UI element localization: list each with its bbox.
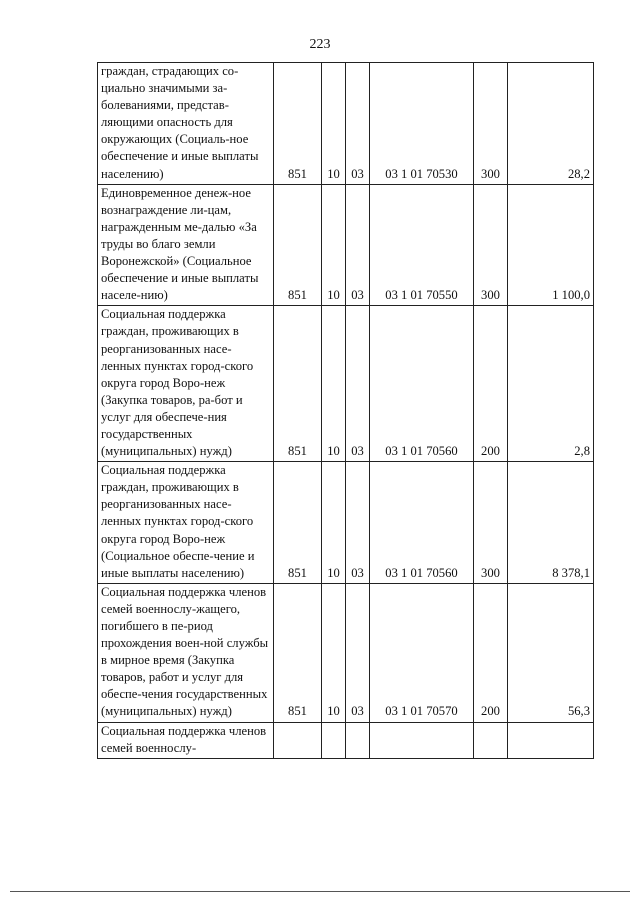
page-number: 223 (309, 37, 331, 52)
subsection-code: 03 (346, 184, 370, 306)
table-row (98, 462, 594, 584)
page-bottom-rule (10, 891, 630, 892)
target-code (370, 722, 474, 758)
amount: 8 378,1 (508, 462, 594, 584)
row-description: Социальная поддержка граждан, проживающих в реорганизованных насе-ленных пунктах город-ского округа город Воро-неж (Социальное обеспе-чение и иные выплаты населению) (98, 462, 274, 584)
expense-type-code: 300 (474, 462, 508, 584)
row-description: Социальная поддержка членов семей военнослу- (98, 722, 274, 758)
table-row (98, 722, 594, 758)
target-code: 03 1 01 70530 (370, 63, 474, 185)
ministry-code: 851 (274, 462, 322, 584)
expense-type-code: 200 (474, 306, 508, 462)
expense-type-code: 300 (474, 184, 508, 306)
table-row (98, 63, 594, 185)
expense-type-code (474, 722, 508, 758)
ministry-code (274, 722, 322, 758)
amount: 56,3 (508, 583, 594, 722)
target-code: 03 1 01 70560 (370, 306, 474, 462)
row-description: граждан, страдающих со-циально значимыми за-болеваниями, представ-ляющими опасность для окружающих (Социаль-ное обеспечение и иные выплаты населению) (98, 63, 274, 185)
budget-table (97, 62, 594, 759)
expense-type-code: 200 (474, 583, 508, 722)
subsection-code (346, 722, 370, 758)
ministry-code: 851 (274, 583, 322, 722)
row-description: Единовременное денеж-ное вознаграждение ли-цам, награжденным ме-далью «За труды во благо земли Воронежской» (Социальное обеспечение и иные выплаты населе-нию) (98, 184, 274, 306)
section-code: 10 (322, 462, 346, 584)
row-description: Социальная поддержка членов семей военнослу-жащего, погибшего в пе-риод прохождения воен-ной службы в мирное время (Закупка товаров, работ и услуг для обеспе-чения государственных (муниципальных) нужд) (98, 583, 274, 722)
table-row (98, 184, 594, 306)
expense-type-code: 300 (474, 63, 508, 185)
amount: 2,8 (508, 306, 594, 462)
ministry-code: 851 (274, 184, 322, 306)
section-code: 10 (322, 63, 346, 185)
section-code: 10 (322, 184, 346, 306)
section-code: 10 (322, 306, 346, 462)
ministry-code: 851 (274, 306, 322, 462)
amount: 28,2 (508, 63, 594, 185)
subsection-code: 03 (346, 462, 370, 584)
ministry-code: 851 (274, 63, 322, 185)
amount: 1 100,0 (508, 184, 594, 306)
amount (508, 722, 594, 758)
table-row (98, 306, 594, 462)
table-row (98, 583, 594, 722)
subsection-code: 03 (346, 583, 370, 722)
section-code (322, 722, 346, 758)
subsection-code: 03 (346, 63, 370, 185)
subsection-code: 03 (346, 306, 370, 462)
target-code: 03 1 01 70560 (370, 462, 474, 584)
target-code: 03 1 01 70550 (370, 184, 474, 306)
target-code: 03 1 01 70570 (370, 583, 474, 722)
section-code: 10 (322, 583, 346, 722)
row-description: Социальная поддержка граждан, проживающих в реорганизованных насе-ленных пунктах город-ского округа город Воро-неж (Закупка товаров, ра-бот и услуг для обеспече-ния государственных (муниципальных) нужд) (98, 306, 274, 462)
